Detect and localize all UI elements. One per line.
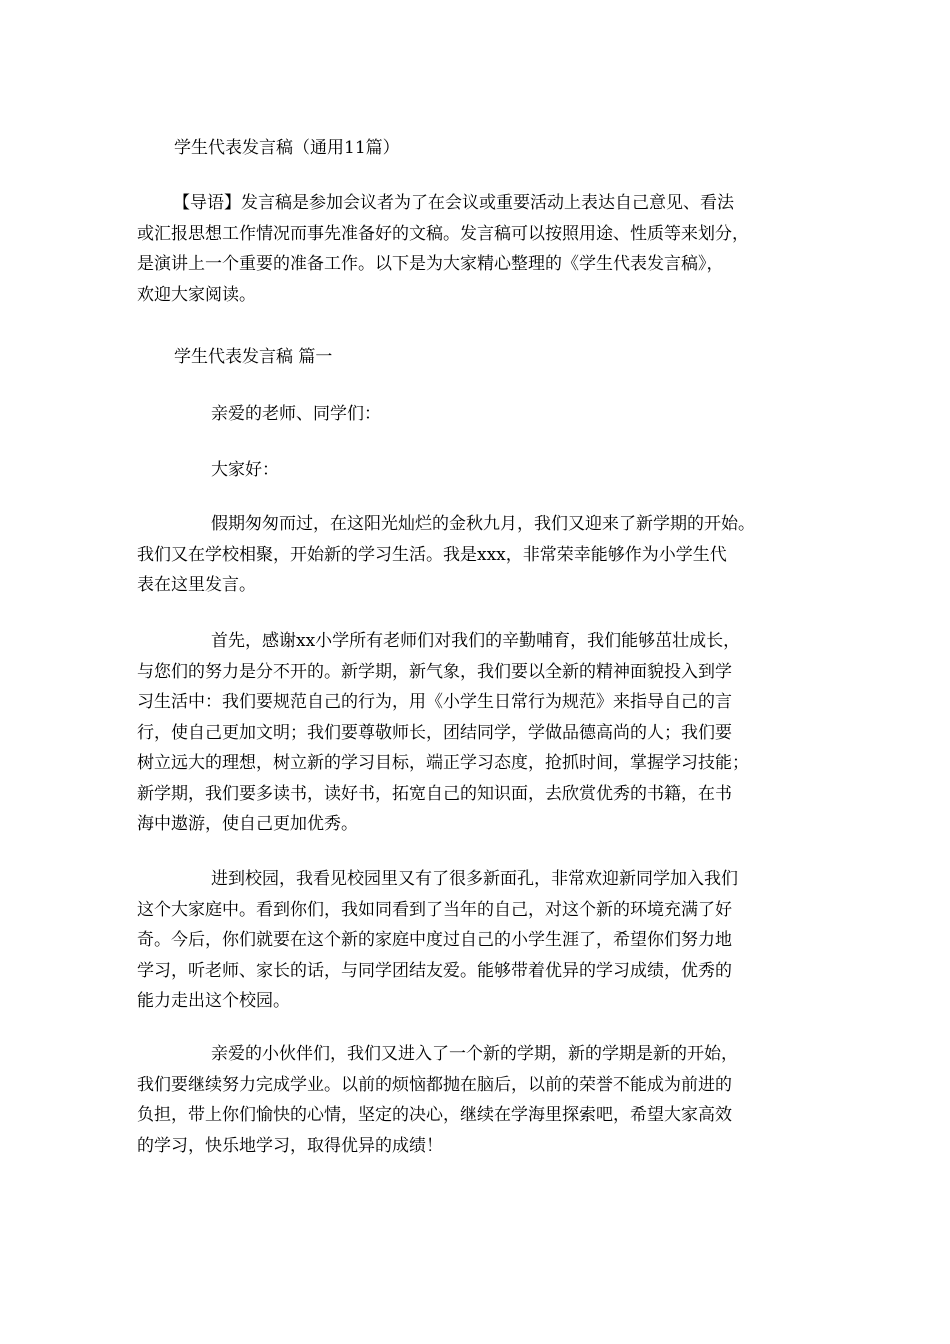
paragraph-line: 奇。今后，你们就要在这个新的家庭中度过自己的小学生涯了，希望你们努力地 bbox=[137, 930, 732, 950]
body-paragraph-3 bbox=[137, 864, 827, 1017]
paragraph-line: 与您们的努力是分不开的。新学期，新气象，我们要以全新的精神面貌投入到学 bbox=[137, 661, 732, 682]
body-paragraph-4 bbox=[137, 1039, 827, 1161]
paragraph-line: 亲爱的小伙伴们，我们又进入了一个新的学期，新的学期是新的开始， bbox=[211, 1044, 738, 1064]
document-title: 学生代表发言稿（通用11篇） bbox=[174, 138, 400, 158]
paragraph-line: 假期匆匆而过，在这阳光灿烂的金秋九月，我们又迎来了新学期的开始。 bbox=[211, 514, 755, 534]
section-heading: 学生代表发言稿 篇一 bbox=[174, 347, 333, 367]
paragraph-line: 学习，听老师、家长的话，与同学团结友爱。能够带着优异的学习成绩，优秀的 bbox=[137, 960, 732, 981]
paragraph-line: 首先，感谢xx小学所有老师们对我们的辛勤哺育，我们能够茁壮成长， bbox=[211, 631, 741, 651]
intro-paragraph bbox=[137, 188, 827, 310]
paragraph-line: 负担，带上你们愉快的心情，坚定的决心，继续在学海里探索吧，希望大家高效 bbox=[137, 1105, 732, 1125]
paragraph-line: 树立远大的理想，树立新的学习目标，端正学习态度，抢抓时间，掌握学习技能； bbox=[137, 753, 749, 773]
body-paragraph-1 bbox=[137, 509, 827, 601]
intro-line: 【导语】发言稿是参加会议者为了在会议或重要活动上表达自己意见、看法 bbox=[173, 193, 734, 213]
intro-line: 欢迎大家阅读。 bbox=[137, 284, 256, 305]
paragraph-line: 我们要继续努力完成学业。以前的烦恼都抛在脑后，以前的荣誉不能成为前进的 bbox=[137, 1074, 732, 1095]
greeting: 大家好： bbox=[211, 460, 279, 480]
intro-line: 是演讲上一个重要的准备工作。以下是为大家精心整理的《学生代表发言稿》， bbox=[137, 254, 724, 274]
body-paragraph-2 bbox=[137, 626, 827, 840]
paragraph-line: 海中遨游，使自己更加优秀。 bbox=[137, 814, 358, 834]
paragraph-line: 进到校园，我看见校园里又有了很多新面孔，非常欢迎新同学加入我们 bbox=[211, 869, 738, 889]
paragraph-line: 我们又在学校相聚，开始新的学习生活。我是xxx，非常荣幸能够作为小学生代 bbox=[137, 544, 727, 565]
paragraph-line: 行，使自己更加文明；我们要尊敬师长，团结同学，学做品德高尚的人；我们要 bbox=[137, 722, 732, 743]
paragraph-line: 这个大家庭中。看到你们，我如同看到了当年的自己，对这个新的环境充满了好 bbox=[137, 899, 732, 920]
paragraph-line: 习生活中：我们要规范自己的行为，用《小学生日常行为规范》来指导自己的言 bbox=[137, 692, 732, 712]
paragraph-line: 新学期，我们要多读书，读好书，拓宽自己的知识面，去欣赏优秀的书籍，在书 bbox=[137, 783, 732, 804]
paragraph-line: 能力走出这个校园。 bbox=[137, 991, 290, 1011]
paragraph-line: 的学习，快乐地学习，取得优异的成绩！ bbox=[137, 1135, 443, 1156]
intro-line: 或汇报思想工作情况而事先准备好的文稿。发言稿可以按照用途、性质等来划分， bbox=[137, 223, 749, 244]
paragraph-line: 表在这里发言。 bbox=[137, 575, 256, 595]
salutation: 亲爱的老师、同学们： bbox=[211, 404, 381, 424]
